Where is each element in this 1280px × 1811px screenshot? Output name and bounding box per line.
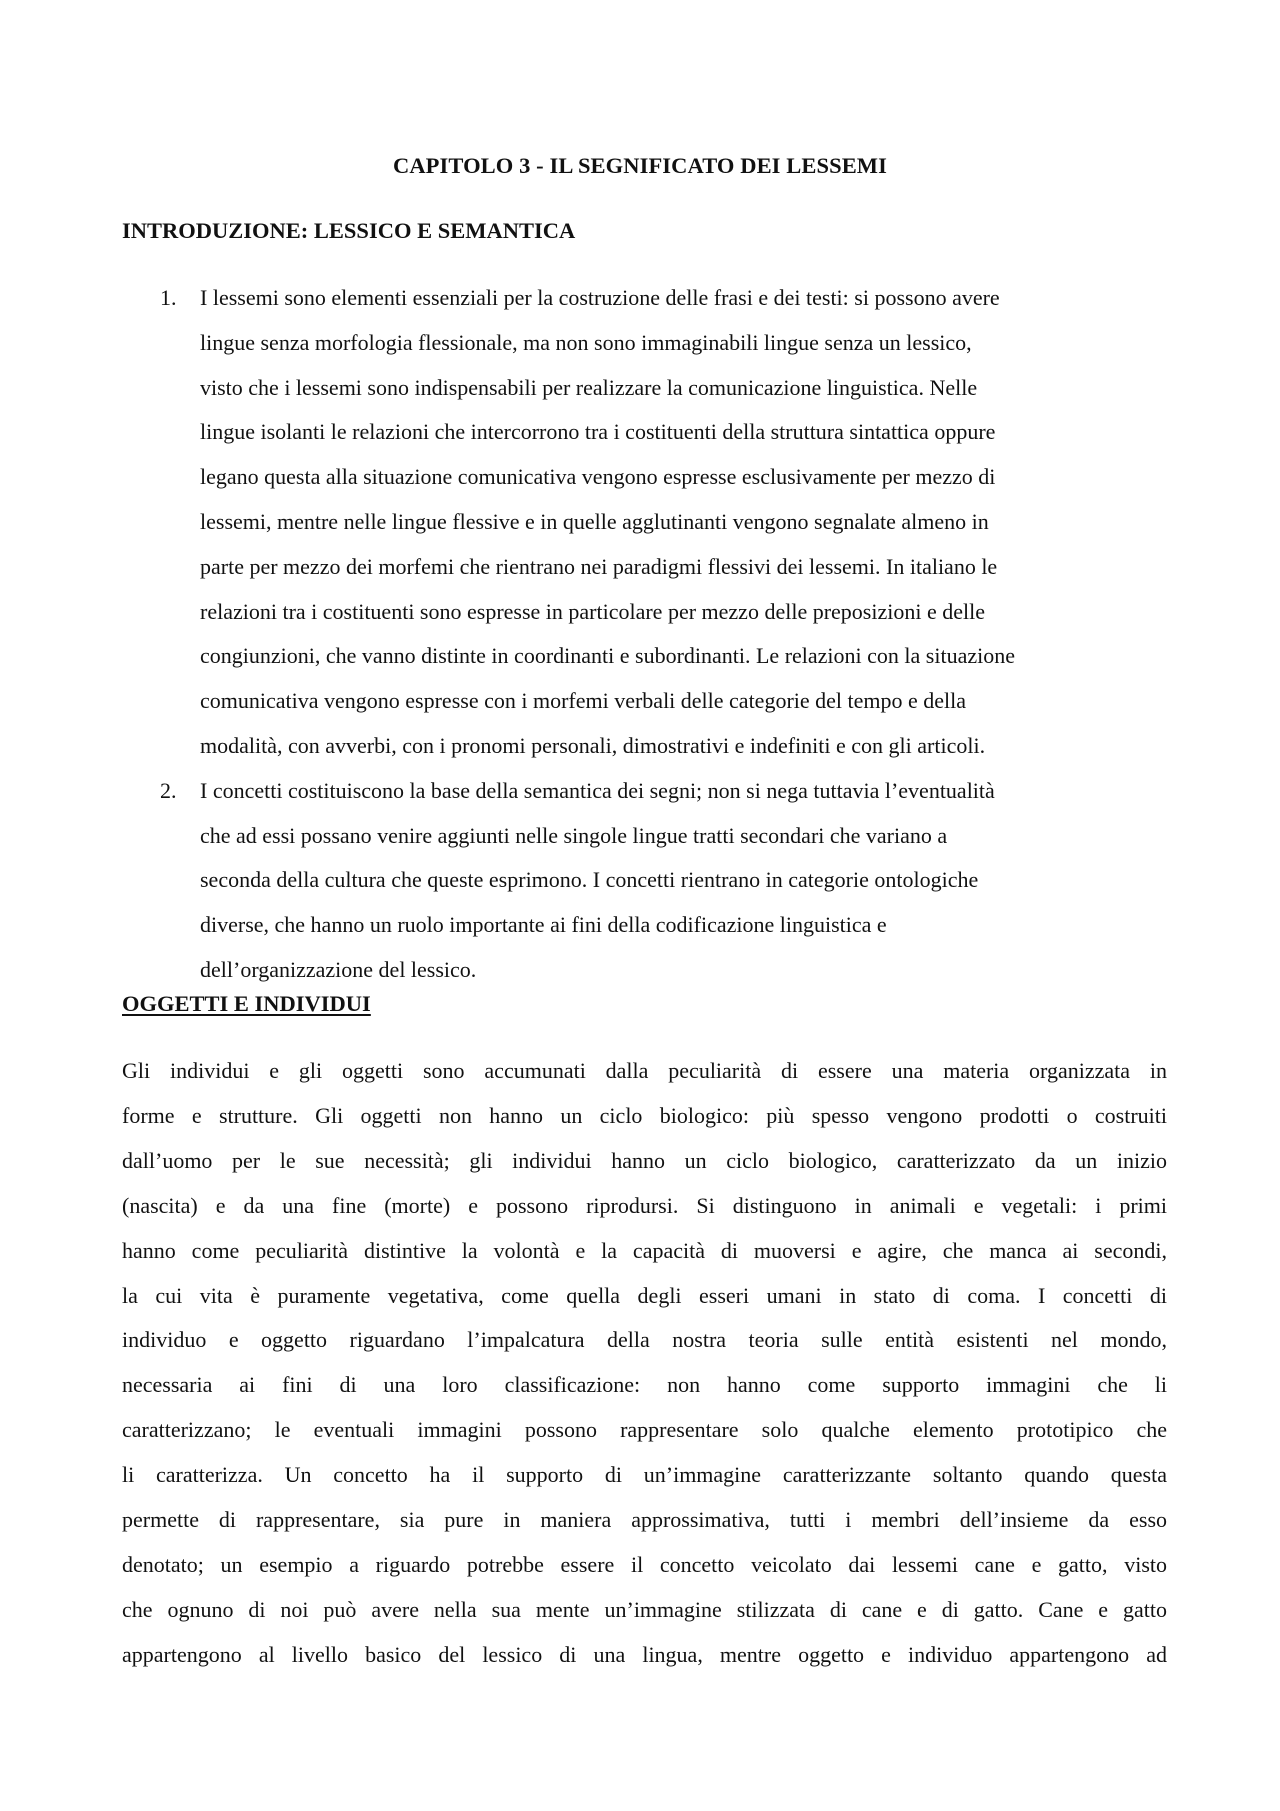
list-item	[122, 769, 1172, 993]
list-item-line: legano questa alla situazione comunicativa vengono espresse esclusivamente per mezzo di	[200, 464, 996, 490]
list-item-line: lingue isolanti le relazioni che intercorrono tra i costituenti della struttura sintattica oppure	[200, 419, 996, 445]
paragraph-line: caratterizzano; le eventuali immagini possono rappresentare solo qualche elemento prototipico che	[122, 1417, 1167, 1443]
paragraph-line: forme e strutture. Gli oggetti non hanno un ciclo biologico: più spesso vengono prodotti o costruiti	[122, 1102, 1167, 1128]
list-item-line: lingue senza morfologia flessionale, ma non sono immaginabili lingue senza un lessico,	[200, 329, 972, 355]
paragraph-line: li caratterizza. Un concetto ha il supporto di un’immagine caratterizzante soltanto quando questa	[122, 1462, 1167, 1488]
paragraph-line: dall’uomo per le sue necessità; gli individui hanno un ciclo biologico, caratterizzato da un inizio	[122, 1147, 1167, 1173]
list-item-line: dell’organizzazione del lessico.	[200, 956, 477, 982]
list-item-line: visto che i lessemi sono indispensabili per realizzare la comunicazione linguistica. Nelle	[200, 374, 978, 400]
paragraph-line: permette di rappresentare, sia pure in maniera approssimativa, tutti i membri dell’insieme da esso	[122, 1507, 1167, 1533]
list-item-line: che ad essi possano venire aggiunti nelle singole lingue tratti secondari che variano a	[200, 822, 948, 848]
list-item-line: lessemi, mentre nelle lingue flessive e in quelle agglutinanti vengono segnalate almeno in	[200, 508, 989, 534]
list-item-line: I lessemi sono elementi essenziali per la costruzione delle frasi e dei testi: si possono avere	[200, 285, 1000, 310]
paragraph-line: (nascita) e da una fine (morte) e possono riprodursi. Si distinguono in animali e vegetali: i primi	[122, 1192, 1167, 1218]
intro-heading: INTRODUZIONE: LESSICO E SEMANTICA	[122, 218, 576, 243]
numbered-list	[122, 276, 1172, 993]
list-item-line: seconda della cultura che queste esprimono. I concetti rientrano in categorie ontologiche	[200, 867, 979, 893]
paragraph-line: appartengono al livello basico del lessico di una lingua, mentre oggetto e individuo appartengono ad	[122, 1641, 1167, 1667]
paragraph-line: Gli individui e gli oggetti sono accumunati dalla peculiarità di essere una materia organizzata in	[122, 1058, 1167, 1083]
paragraph-line: denotato; un esempio a riguardo potrebbe essere il concetto veicolato dai lessemi cane e gatto, visto	[122, 1551, 1167, 1577]
list-item-line: comunicativa vengono espresse con i morfemi verbali delle categorie del tempo e della	[200, 688, 967, 714]
list-item	[122, 276, 1172, 769]
section-heading: OGGETTI E INDIVIDUI	[122, 991, 371, 1016]
list-item-number: 1.	[160, 285, 177, 310]
list-item-number: 2.	[160, 777, 177, 803]
chapter-title: CAPITOLO 3 - IL SEGNIFICATO DEI LESSEMI	[392, 153, 888, 178]
list-item-line: diverse, che hanno un ruolo importante ai fini della codificazione linguistica e	[200, 912, 887, 938]
paragraph-line: necessaria ai fini di una loro classificazione: non hanno come supporto immagini che li	[122, 1372, 1167, 1398]
paragraph-line: la cui vita è puramente vegetativa, come quella degli esseri umani in stato di coma. I concetti di	[122, 1282, 1167, 1308]
paragraph-line: hanno come peculiarità distintive la volontà e la capacità di muoversi e agire, che manca ai secondi,	[122, 1237, 1167, 1263]
list-item-line: I concetti costituiscono la base della semantica dei segni; non si nega tuttavia l’eventualità	[200, 777, 995, 803]
paragraph-line: individuo e oggetto riguardano l’impalcatura della nostra teoria sulle entità esistenti nel mondo,	[122, 1327, 1167, 1353]
paragraph-line: che ognuno di noi può avere nella sua mente un’immagine stilizzata di cane e di gatto. Cane e gatto	[122, 1596, 1167, 1622]
list-item-line: parte per mezzo dei morfemi che rientrano nei paradigmi flessivi dei lessemi. In italiano le	[200, 553, 998, 579]
list-item-line: relazioni tra i costituenti sono espresse in particolare per mezzo delle preposizioni e delle	[200, 598, 985, 624]
list-item-line: modalità, con avverbi, con i pronomi personali, dimostrativi e indefiniti e con gli articoli.	[200, 732, 986, 758]
list-item-line: congiunzioni, che vanno distinte in coordinanti e subordinanti. Le relazioni con la situazione	[200, 643, 1015, 669]
body-paragraph	[122, 1049, 1167, 1678]
